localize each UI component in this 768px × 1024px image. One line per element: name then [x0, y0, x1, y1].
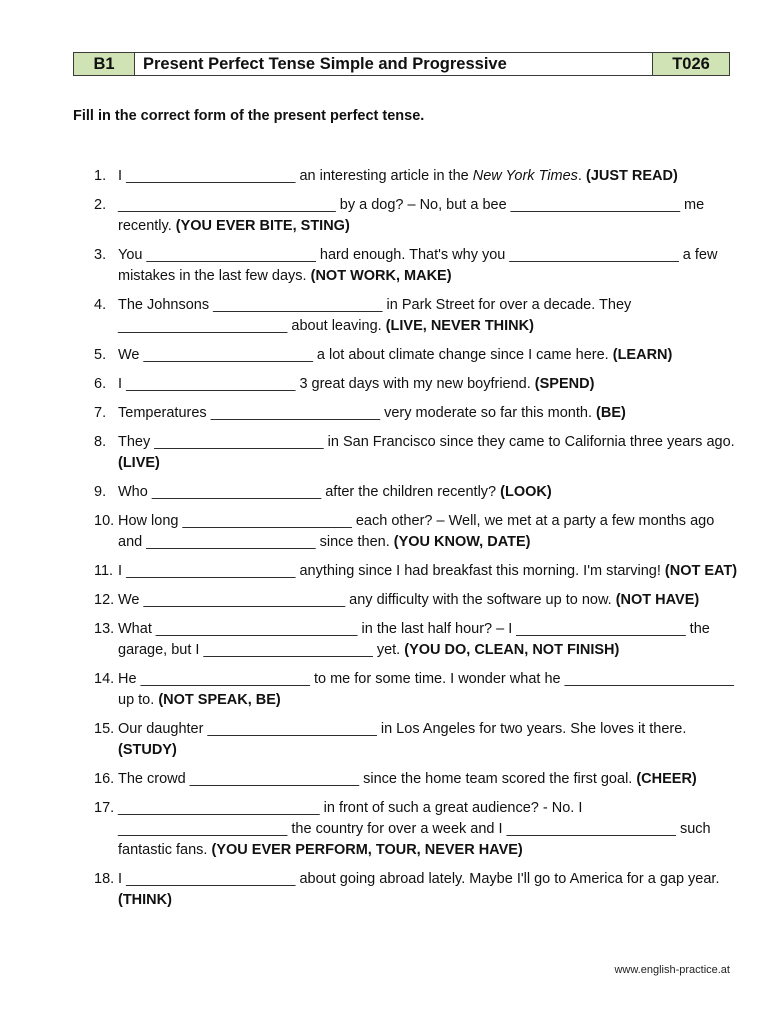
exercise-text [118, 619, 739, 661]
answer-blank[interactable]: _____________________ [154, 434, 324, 450]
exercise-item [94, 295, 739, 337]
answer-blank[interactable]: _____________________ [118, 821, 288, 837]
sentence-text: any difficulty with the software up to now. [345, 592, 616, 608]
sentence-text: me recently. [118, 197, 705, 234]
answer-blank[interactable]: _____________________ [510, 197, 681, 213]
sentence-text: He [118, 671, 141, 687]
sentence-text: I [118, 168, 127, 184]
italic-title: New York Times [472, 168, 578, 184]
sentence-text: hard enough. That's why you [315, 247, 510, 263]
answer-blank[interactable]: _____________________ [126, 563, 296, 579]
verb-hint: (NOT SPEAK, BE) [158, 692, 281, 708]
answer-blank[interactable]: _____________________ [182, 513, 352, 529]
worksheet-title: Present Perfect Tense Simple and Progressive [135, 53, 653, 76]
sentence-text: an interesting article in the [295, 168, 473, 184]
exercise-text [118, 869, 739, 911]
answer-blank[interactable]: _____________________ [189, 771, 360, 787]
answer-blank[interactable]: _____________________ [213, 297, 383, 313]
sentence-text: about leaving. [287, 318, 386, 334]
answer-blank[interactable]: _____________________ [126, 376, 296, 392]
sentence-text: I [118, 871, 127, 887]
answer-blank[interactable]: _____________________ [203, 642, 373, 658]
exercise-item [94, 432, 739, 474]
exercise-item [94, 482, 739, 503]
sentence-text: The Johnsons [118, 297, 214, 313]
answer-blank[interactable]: _____________________ [506, 821, 676, 837]
exercise-text [118, 432, 739, 474]
exercise-item [94, 245, 739, 287]
exercise-item [94, 719, 739, 761]
sentence-text: the garage, but I [118, 621, 710, 658]
verb-hint: (YOU EVER BITE, STING) [175, 218, 350, 234]
sentence-text: You [118, 247, 147, 263]
sentence-text: such fantastic fans. [118, 821, 711, 858]
sentence-text: up to. [118, 692, 159, 708]
sentence-text: anything since I had breakfast this morning. I'm starving! [295, 563, 665, 579]
sentence-text: in Los Angeles for two years. She loves it there. [376, 721, 687, 737]
exercise-item [94, 374, 739, 395]
verb-hint: (JUST READ) [585, 168, 678, 184]
sentence-text: by a dog? – No, but a bee [335, 197, 511, 213]
sentence-text: a lot about climate change since I came here. [312, 347, 613, 363]
exercise-text [118, 345, 739, 366]
exercise-text [118, 403, 739, 424]
sentence-text: in the last half hour? – I [357, 621, 517, 637]
verb-hint: (THINK) [118, 892, 172, 908]
sentence-text: very moderate so far this month. [380, 405, 597, 421]
sentence-text: What [118, 621, 156, 637]
sentence-text: 3 great days with my new boyfriend. [295, 376, 535, 392]
sentence-text: Temperatures [118, 405, 211, 421]
sentence-text: We [118, 592, 144, 608]
sentence-text: in San Francisco since they came to California three years ago. [323, 434, 735, 450]
verb-hint: (NOT EAT) [664, 563, 738, 579]
exercise-item [94, 590, 739, 611]
sentence-text: in front of such a great audience? - No. I [319, 800, 583, 816]
answer-blank[interactable]: _____________________ [118, 318, 288, 334]
verb-hint: (YOU DO, CLEAN, NOT FINISH) [404, 642, 620, 658]
verb-hint: (LEARN) [612, 347, 673, 363]
exercise-number: 16. [94, 771, 115, 787]
answer-blank[interactable]: _________________________ [155, 621, 358, 637]
exercise-text [118, 166, 739, 187]
answer-blank[interactable]: _________________________ [118, 800, 320, 816]
exercise-item [94, 166, 739, 187]
sentence-text: each other? – Well, we met at a party a few months ago and [118, 513, 715, 550]
sentence-text: I [118, 563, 127, 579]
exercise-text [118, 511, 739, 553]
verb-hint: (LOOK) [500, 484, 552, 500]
sentence-text: since then. [315, 534, 394, 550]
exercise-number: 1. [94, 168, 107, 184]
level-label: B1 [74, 53, 135, 76]
verb-hint: (STUDY) [118, 742, 177, 758]
sentence-text: We [118, 347, 144, 363]
exercise-number: 8. [94, 434, 107, 450]
answer-blank[interactable]: _____________________ [140, 671, 310, 687]
exercise-number: 7. [94, 405, 107, 421]
answer-blank[interactable]: ___________________________ [118, 197, 336, 213]
exercise-item [94, 561, 739, 582]
exercise-number: 13. [94, 621, 115, 637]
exercise-text [118, 719, 739, 761]
header-table [73, 52, 730, 76]
answer-blank[interactable]: _____________________ [516, 621, 686, 637]
answer-blank[interactable]: _____________________ [126, 871, 296, 887]
exercise-item [94, 345, 739, 366]
footer-website: www.english-practice.at [614, 964, 730, 976]
exercise-text [118, 669, 739, 711]
verb-hint: (LIVE) [118, 455, 160, 471]
answer-blank[interactable]: _____________________ [564, 671, 734, 687]
exercise-item [94, 798, 739, 861]
answer-blank[interactable]: _____________________ [146, 534, 316, 550]
exercise-text [118, 561, 739, 582]
exercise-text [118, 295, 739, 337]
exercise-list [94, 166, 739, 919]
exercise-number: 5. [94, 347, 107, 363]
verb-hint: (LIVE, NEVER THINK) [385, 318, 534, 334]
answer-blank[interactable]: _____________________ [143, 347, 313, 363]
answer-blank[interactable]: _____________________ [126, 168, 296, 184]
sentence-text: Who [118, 484, 152, 500]
sentence-text: after the children recently? [321, 484, 501, 500]
exercise-number: 10. [94, 513, 115, 529]
sentence-text: a few mistakes in the last few days. [118, 247, 718, 284]
exercise-item [94, 195, 739, 237]
instruction: Fill in the correct form of the present perfect tense. [73, 108, 425, 124]
exercise-number: 14. [94, 671, 115, 687]
exercise-number: 9. [94, 484, 107, 500]
sentence-text: The crowd [118, 771, 190, 787]
exercise-item [94, 511, 739, 553]
exercise-text [118, 798, 739, 861]
sentence-text: about going abroad lately. Maybe I'll go to America for a gap year. [295, 871, 720, 887]
verb-hint: (SPEND) [534, 376, 595, 392]
sentence-text: to me for some time. I wonder what he [309, 671, 565, 687]
answer-blank[interactable]: _____________________ [210, 405, 381, 421]
answer-blank[interactable]: _____________________ [151, 484, 322, 500]
sentence-text: I [118, 376, 127, 392]
exercise-text [118, 769, 739, 790]
sentence-text: . [577, 168, 586, 184]
answer-blank[interactable]: _____________________ [207, 721, 377, 737]
exercise-item [94, 769, 739, 790]
exercise-text [118, 482, 739, 503]
exercise-number: 3. [94, 247, 107, 263]
exercise-text [118, 374, 739, 395]
exercise-item [94, 619, 739, 661]
exercise-text [118, 195, 739, 237]
verb-hint: (YOU EVER PERFORM, TOUR, NEVER HAVE) [211, 842, 523, 858]
sentence-text: yet. [372, 642, 405, 658]
exercise-number: 12. [94, 592, 115, 608]
verb-hint: (NOT HAVE) [615, 592, 700, 608]
sentence-text: since the home team scored the first goal. [359, 771, 637, 787]
answer-blank[interactable]: _________________________ [143, 592, 346, 608]
answer-blank[interactable]: _____________________ [146, 247, 316, 263]
exercise-text [118, 245, 739, 287]
verb-hint: (YOU KNOW, DATE) [393, 534, 531, 550]
sentence-text: Our daughter [118, 721, 208, 737]
exercise-number: 17. [94, 800, 115, 816]
exercise-number: 18. [94, 871, 115, 887]
sentence-text: in Park Street for over a decade. They [382, 297, 632, 313]
exercise-item [94, 869, 739, 911]
verb-hint: (BE) [596, 405, 626, 421]
sentence-text: They [118, 434, 155, 450]
exercise-number: 6. [94, 376, 107, 392]
verb-hint: (CHEER) [636, 771, 697, 787]
exercise-item [94, 403, 739, 424]
exercise-number: 2. [94, 197, 107, 213]
sentence-text: the country for over a week and I [287, 821, 507, 837]
worksheet-code: T026 [653, 53, 730, 76]
exercise-item [94, 669, 739, 711]
verb-hint: (NOT WORK, MAKE) [310, 268, 452, 284]
exercise-text [118, 590, 739, 611]
exercise-number: 15. [94, 721, 115, 737]
exercise-number: 4. [94, 297, 107, 313]
sentence-text: How long [118, 513, 183, 529]
exercise-number: 11. [94, 563, 114, 579]
answer-blank[interactable]: _____________________ [509, 247, 679, 263]
